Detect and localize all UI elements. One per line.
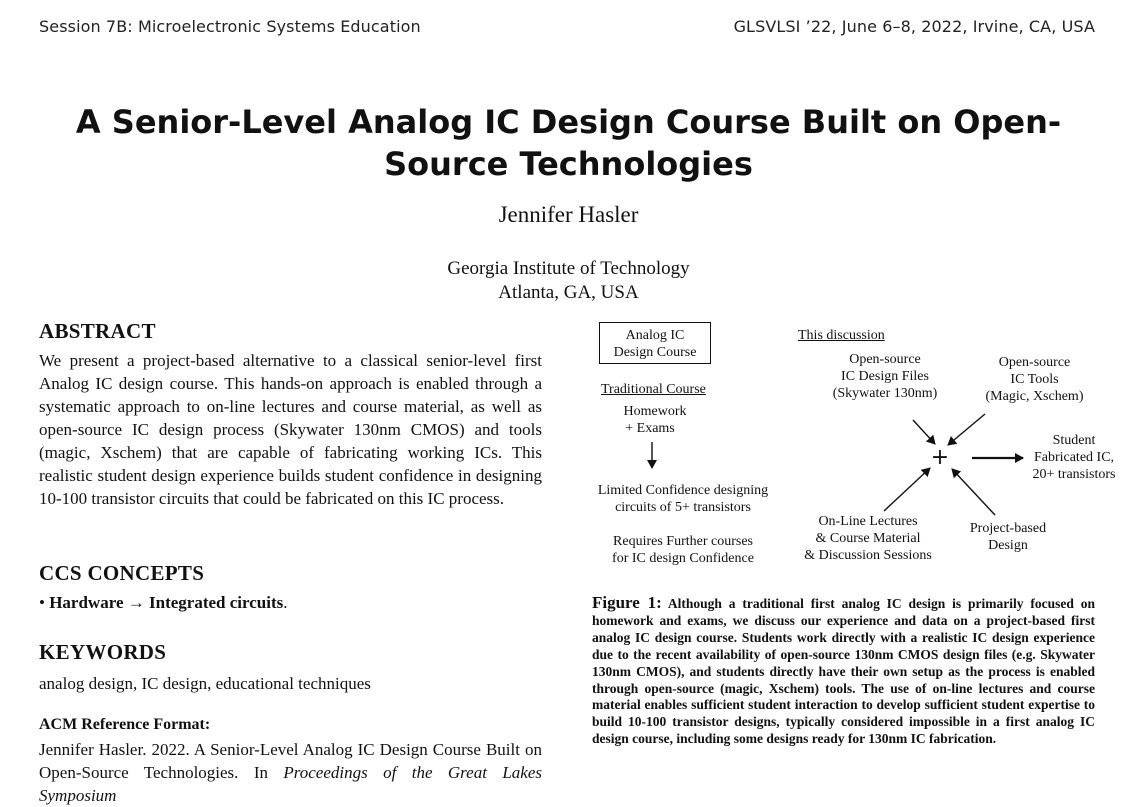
ccs-bullet: •: [39, 593, 45, 612]
requires-further-line1: Requires Further courses: [613, 534, 753, 549]
project-based-line1: Project-based: [969, 521, 1047, 536]
student-fab-line3: 20+ transistors: [1032, 467, 1116, 482]
acm-reference-italic: Proceedings of the Great Lakes Symposium: [39, 763, 542, 805]
homework-line2: + Exams: [625, 421, 675, 436]
acm-reference-heading: ACM Reference Format:: [39, 716, 211, 733]
student-fab-line1: Student: [1052, 433, 1096, 448]
open-source-tools-line2: IC Tools: [1010, 372, 1059, 387]
summation-plus: +: [930, 445, 950, 470]
online-lectures-line1: On-Line Lectures: [818, 514, 918, 529]
ccs-concept: Integrated circuits: [149, 593, 284, 612]
arrow-files-to-plus: [913, 420, 935, 444]
author-name: Jennifer Hasler: [498, 202, 639, 227]
requires-further-line2: for IC design Confidence: [612, 551, 754, 566]
arrow-tools-to-plus: [948, 414, 985, 445]
keywords-text: analog design, IC design, educational techniques: [39, 674, 371, 693]
running-header-session: Session 7B: Microelectronic Systems Education: [39, 17, 421, 36]
figure-1-diagram: [583, 318, 1128, 594]
open-source-files-line2: IC Design Files: [841, 369, 929, 384]
affiliation-location: Atlanta, GA, USA: [498, 282, 639, 303]
this-discussion-label: This discussion: [798, 328, 885, 343]
student-fab-line2: Fabricated IC,: [1033, 450, 1115, 465]
open-source-tools-line3: (Magic, Xschem): [985, 389, 1084, 404]
ccs-heading: CCS CONCEPTS: [39, 561, 205, 585]
limited-confidence-line1: Limited Confidence designing: [597, 483, 769, 498]
affiliation-institution: Georgia Institute of Technology: [447, 258, 690, 279]
online-lectures-line2: & Course Material: [815, 531, 921, 546]
traditional-course-label: Traditional Course: [601, 382, 706, 397]
open-source-tools-line1: Open-source: [998, 355, 1071, 370]
abstract-text: We present a project-based alternative to a classical senior-level first Analog IC design course. This hands-on approach is enabled through a systematic approach to on-line lectures and course material, as well as open-source IC design process (Skywater 130nm CMOS) and tools (magic, Xschem) that are capable of fabricating working ICs. This realistic student design experience builds student confidence in designing 10-100 transistor circuits that could be fabricated on this IC process.: [39, 351, 542, 508]
project-based-line2: Design: [988, 538, 1028, 553]
paper-title: A Senior-Level Analog IC Design Course Built on Open-Source Technologies: [75, 103, 1062, 183]
ccs-period: .: [283, 593, 288, 612]
acm-reference-text: [39, 738, 542, 807]
arrow-project-to-plus: [952, 469, 995, 515]
ccs-arrow: →: [127, 593, 145, 612]
ccs-category: Hardware: [49, 593, 124, 612]
limited-confidence-line2: circuits of 5+ transistors: [615, 500, 751, 515]
ccs-concepts: [39, 591, 542, 614]
course-box-line1: Analog IC: [625, 328, 685, 343]
keywords-heading: KEYWORDS: [39, 640, 167, 664]
open-source-files-line1: Open-source: [849, 352, 921, 367]
caption-label: Figure 1:: [592, 593, 662, 612]
caption-text: Although a traditional first analog IC design is primarily focused on homework and exams, we discuss our experience and data on a project-based first analog IC design course. Students work directly with a realistic IC design experience due to the recent availability of open-source 130nm CMOS design files (e.g. Skywater 130nm CMOS), and students directly have their own setup as the process is enabled through open-source (magic, Xschem) tools. The use of on-line lectures and course material enables sufficient student interaction to develop sufficient student expertise to build 10-100 transistor designs, typically considered impossible in a first analog IC design course, including some designs ready for 130nm IC fabrication.: [592, 596, 1095, 747]
online-lectures-line3: & Discussion Sessions: [804, 548, 932, 563]
author-affiliation: [0, 257, 1137, 305]
acm-reference-plain: Jennifer Hasler. 2022. A Senior-Level Analog IC Design Course Built on Open-Source Technologies. In: [39, 740, 542, 782]
arrow-online-to-plus: [884, 468, 930, 511]
running-header-conference: GLSVLSI ’22, June 6–8, 2022, Irvine, CA, USA: [733, 17, 1095, 36]
open-source-files-line3: (Skywater 130nm): [832, 386, 938, 401]
abstract-heading: ABSTRACT: [39, 319, 156, 343]
figure-1-caption: [592, 595, 1095, 748]
course-box-line2: Design Course: [613, 345, 697, 360]
homework-line1: Homework: [623, 404, 687, 419]
diagram-arrows: [583, 318, 1128, 594]
